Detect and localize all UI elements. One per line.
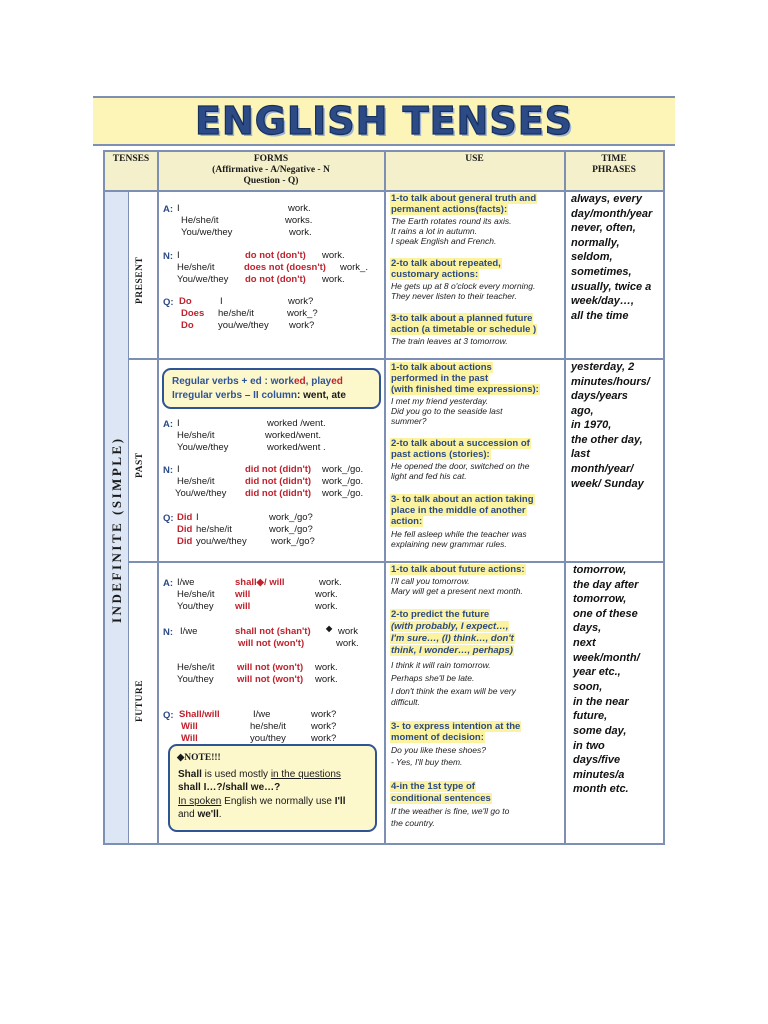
present-a1-verb: work. [288,203,311,214]
past-a3-verb: worked/went . [267,442,326,453]
present-q2-verb: work_? [287,308,318,319]
use-future-ex: I'll call you tomorrow. [391,576,470,586]
past-n3-subject: You/we/they [175,488,227,499]
future-n2-subject: He/she/it [177,662,215,673]
present-q-label: Q: [163,297,174,308]
use-future-ex: - Yes, I'll buy them. [391,757,463,767]
future-q3-aux: Will [181,733,198,744]
use-future-2-head-3: I'm sure…, (I) think…, don't [391,633,514,644]
use-present-ex: The Earth rotates round its axis. [391,216,512,226]
past-q3-subject: you/we/they [196,536,247,547]
future-n3-aux: will not (won't) [237,674,304,685]
future-q1-aux: Shall/will [179,709,220,720]
present-q3-subject: you/we/they [218,320,269,331]
header-use [385,152,564,190]
present-q3-aux: Do [181,320,194,331]
future-a3-aux: will [235,601,251,612]
header-time-2: PHRASES [592,165,636,175]
header-time-1: TIME [601,154,627,164]
present-q2-aux: Does [181,308,205,319]
use-present-ex: He gets up at 8 o'clock every morning. [391,281,536,291]
phrase-past: month/year/ [571,463,634,475]
phrase-future: some day, [573,725,627,737]
phrase-past: week/ Sunday [571,478,644,490]
use-future-2-head-2: (with probably, I expect…, [391,621,509,632]
phrase-present: always, every [571,193,642,205]
phrase-future: in the near [573,696,629,708]
note-line-2: shall I…?/shall we…? [178,782,281,793]
use-present-1-head-2: permanent actions(facts): [391,204,508,215]
use-future-3-head: 3- to express intention at the [391,721,521,732]
use-present-ex: I speak English and French. [391,236,497,246]
phrase-present: never, often, [571,222,636,234]
future-n2-verb: work. [315,662,338,673]
future-a3-subject: You/they [177,601,214,612]
use-future-4-head-2: conditional sentences [391,793,491,804]
future-a1-aux: shall◆/ will [235,577,285,588]
use-present-1-head: 1-to talk about general truth and [391,193,537,204]
divider [384,152,386,843]
future-n1-verb: work [338,626,359,637]
note-and: and [178,809,198,820]
future-q1-verb: work? [311,709,337,720]
phrase-future: week/month/ [573,652,640,664]
phrase-future: one of these [573,608,638,620]
future-q1-subject: I/we [253,709,271,720]
present-a2-subject: He/she/it [181,215,219,226]
note-in-questions: in the questions [270,769,341,780]
phrase-future: days, [573,622,602,634]
use-past-3-head: 3- to talk about an action taking [391,494,534,505]
future-q3-verb: work? [311,733,337,744]
note-well: we'll [197,809,219,820]
future-q-label: Q: [163,710,174,721]
phrase-future: future, [573,710,608,722]
use-past-3-head-3: action: [391,516,423,527]
present-q2-subject: he/she/it [218,308,254,319]
phrase-present: week/day…, [571,295,634,307]
present-a-label: A: [163,204,174,215]
future-q3-subject: you/they [250,733,286,744]
phrase-present: sometimes, [571,266,632,278]
present-n-label: N: [163,251,174,262]
present-q3-verb: work? [289,320,315,331]
past-q1-verb: work_/go? [269,512,313,523]
use-future-ex: I think it will rain tomorrow. [391,660,491,670]
title-banner [93,96,675,146]
phrase-past: yesterday, 2 [571,361,635,373]
note-line-4 [178,808,222,821]
past-n1-subject: I [177,464,180,475]
future-n1-verb-2: work. [336,638,359,649]
past-regular-text: Regular verbs + ed : work [172,376,294,387]
phrase-present: normally, [571,237,620,249]
use-past-1-head: 1-to talk about actions [391,362,492,373]
past-n3-verb: work_/go. [322,488,364,499]
phrase-present: day/month/year [571,208,653,220]
past-a2-subject: He/she/it [177,430,215,441]
use-future-ex: If the weather is fine, we'll go to [391,806,510,816]
use-future-1-head: 1-to talk about future actions: [391,564,525,575]
past-a3-subject: You/we/they [177,442,229,453]
note-ill: I'll [334,796,346,807]
use-past-ex: summer? [391,416,427,426]
phrase-past: ago, [571,405,594,417]
past-a2-verb: worked/went. [265,430,321,441]
phrase-past: last [571,448,590,460]
future-n-label: N: [163,627,174,638]
phrase-past: the other day, [571,434,643,446]
indefinite-simple-label: INDEFINITE (SIMPLE) [109,436,124,623]
future-a2-verb: work. [315,589,338,600]
header-forms-3: Question - Q) [243,176,299,186]
use-past-1-head-2: performed in the past [391,373,489,384]
future-a1-subject: I/we [177,577,195,588]
note-shall: Shall [178,769,202,780]
past-regular-ed: ed [294,376,306,387]
phrase-past: in 1970, [571,419,612,431]
use-past-2-head: 2-to talk about a succession of [391,438,530,449]
use-future-2-head-4: think, I wonder…, perhaps) [391,645,513,656]
past-regular-play: , play [305,376,332,387]
header-forms-2: (Affirmative - A/Negative - N [212,165,330,175]
note-line-1 [178,768,341,781]
phrase-future: in two [573,740,605,752]
header-forms-1: FORMS [253,154,289,164]
present-n2-aux: does not (doesn't) [244,262,326,273]
use-future-ex: Perhaps she'll be late. [391,673,475,683]
present-n2-verb: work_. [340,262,368,273]
future-n1-aux-2: will not (won't) [238,638,305,649]
use-future-ex: Mary will get a present next month. [391,586,523,596]
past-irregular-rule [172,389,346,402]
past-irregular-examples: : went, ate [297,390,346,401]
future-q2-subject: he/she/it [250,721,286,732]
header-tenses-label: TENSES [112,154,150,164]
row-label-past: PAST [135,452,145,478]
note-is-used: is used mostly [201,769,271,780]
header-forms [158,152,384,190]
present-q1-subject: I [220,296,223,307]
past-n-label: N: [163,465,174,476]
present-n2-subject: He/she/it [177,262,215,273]
future-a2-aux: will [235,589,251,600]
use-present-ex: The train leaves at 3 tomorrow. [391,336,508,346]
use-past-3-head-2: place in the middle of another [391,505,526,516]
use-past-ex: Did you go to the seaside last [391,406,503,416]
future-q2-verb: work? [311,721,337,732]
past-q1-subject: I [196,512,199,523]
past-n2-verb: work_/go. [322,476,364,487]
use-present-2-head: 2-to talk about repeated, [391,258,501,269]
header-time-phrases [565,152,663,190]
past-n2-subject: He/she/it [177,476,215,487]
phrase-present: seldom, [571,251,613,263]
present-a1-subject: I [177,203,180,214]
past-q1-aux: Did [177,512,193,523]
present-n3-aux: do not (don't) [245,274,306,285]
use-past-ex: I met my friend yesterday. [391,396,489,406]
past-a1-subject: I [177,418,180,429]
header-tenses [105,152,157,190]
phrase-future: next [573,637,596,649]
phrase-past: minutes/hours/ [571,376,650,388]
page-title: ENGLISH TENSES [194,99,574,143]
present-n3-verb: work. [322,274,345,285]
past-n3-aux: did not (didn't) [245,488,312,499]
row-label-present: PRESENT [135,256,145,304]
use-past-2-head-2: past actions (stories): [391,449,490,460]
use-future-ex: difficult. [391,697,420,707]
past-a1-verb: worked /went. [267,418,326,429]
use-past-1-head-3: (with finished time expressions): [391,384,539,395]
phrase-future: days/five [573,754,621,766]
present-a3-subject: You/we/they [181,227,233,238]
phrase-past: days/years [571,390,628,402]
note-english: English we normally use [221,796,335,807]
use-past-ex: He fell asleep while the teacher was [391,529,527,539]
phrase-future: tomorrow, [573,564,627,576]
past-n1-verb: work_/go. [322,464,364,475]
divider [564,152,566,843]
use-future-2-head: 2-to predict the future [391,609,490,620]
future-n1-diamond: ◆ [326,624,333,633]
use-future-ex: the country. [391,818,435,828]
phrase-future: the day after [573,579,639,591]
divider [157,152,159,843]
past-n1-aux: did not (didn't) [245,464,312,475]
past-a-label: A: [163,419,174,430]
phrase-future: month etc. [573,783,629,795]
use-past-ex: light and fed his cat. [391,471,467,481]
future-a2-subject: He/she/it [177,589,215,600]
use-present-ex: It rains a lot in autumn. [391,226,477,236]
note-line-3 [178,795,345,808]
header-use-label: USE [465,154,484,164]
note-period: . [218,809,222,820]
past-regular-ed-2: ed [331,376,343,387]
present-a3-verb: work. [289,227,312,238]
phrase-future: minutes/a [573,769,625,781]
row-label-future: FUTURE [135,679,145,722]
past-q2-verb: work_/go? [269,524,313,535]
future-n1-subject: I/we [180,626,198,637]
present-q1-aux: Do [179,296,192,307]
use-past-ex: explaining new grammar rules. [391,539,507,549]
use-present-3-head-2: action (a timetable or schedule ) [391,324,537,335]
phrase-future: tomorrow, [573,593,627,605]
past-q2-subject: he/she/it [196,524,232,535]
use-present-2-head-2: customary actions: [391,269,479,280]
past-q2-aux: Did [177,524,193,535]
future-q2-aux: Will [181,721,198,732]
past-regular-rule [172,375,343,388]
present-q1-verb: work? [288,296,314,307]
present-n3-subject: You/we/they [177,274,229,285]
use-present-3-head: 3-to talk about a planned future [391,313,533,324]
note-in-spoken: In spoken [178,796,222,807]
future-n1-aux: shall not (shan't) [235,626,311,637]
future-a1-verb: work. [319,577,342,588]
future-n3-subject: You/they [177,674,214,685]
use-future-ex: I don't think the exam will be very [391,686,516,696]
past-q3-verb: work_/go? [271,536,315,547]
past-q3-aux: Did [177,536,193,547]
present-n1-verb: work. [322,250,345,261]
future-a3-verb: work. [315,601,338,612]
use-future-ex: Do you like these shoes? [391,745,486,755]
future-n3-verb: work. [315,674,338,685]
phrase-present: usually, twice a [571,281,652,293]
phrase-future: year etc., [573,666,621,678]
present-n1-aux: do not (don't) [245,250,306,261]
use-present-ex: They never listen to their teacher. [391,291,517,301]
past-irregular-text: Irregular verbs – II column [172,390,298,401]
past-q-label: Q: [163,513,174,524]
phrase-future: soon, [573,681,603,693]
future-n2-aux: will not (won't) [237,662,304,673]
future-a-label: A: [163,578,174,589]
use-future-3-head-2: moment of decision: [391,732,484,743]
present-n1-subject: I [177,250,180,261]
use-future-4-head: 4-in the 1st type of [391,781,475,792]
divider [128,192,129,843]
phrase-present: all the time [571,310,629,322]
use-past-ex: He opened the door, switched on the [391,461,530,471]
past-n2-aux: did not (didn't) [245,476,312,487]
note-title: ◆NOTE!!! [177,753,221,763]
present-a2-verb: works. [285,215,313,226]
